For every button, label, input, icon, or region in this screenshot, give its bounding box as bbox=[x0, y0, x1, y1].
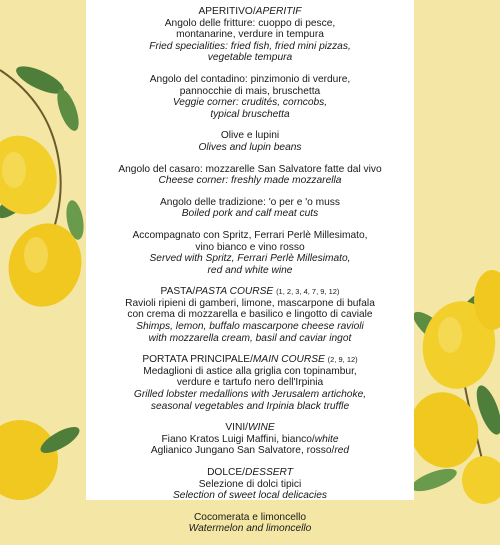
menu-text bbox=[86, 6, 414, 545]
menu-line-en: Veggie corner: crudités, corncobs, bbox=[172, 97, 328, 109]
lemon-decoration-right bbox=[414, 0, 500, 500]
menu-line: verdure e tartufo nero dell'Irpinia bbox=[176, 377, 324, 389]
menu-line-en: with mozzarella cream, basil and caviar ingot bbox=[148, 332, 352, 344]
menu-line-en: Selection of sweet local delicacies bbox=[172, 490, 328, 502]
section-title: PORTATA PRINCIPALE/MAIN COURSE (2, 9, 12) bbox=[142, 354, 358, 366]
menu-line-en: Fried specialities: fried fish, fried mini pizzas, bbox=[149, 40, 351, 52]
menu-line: pannocchie di mais, bruschetta bbox=[179, 85, 321, 97]
section-portata-principale bbox=[86, 354, 414, 412]
menu-line-en: Boiled pork and calf meat cuts bbox=[181, 208, 319, 220]
menu-line: Medaglioni di astice alla griglia con topinambur, bbox=[143, 365, 357, 377]
menu-line: Aglianico Jungano San Salvatore, rosso/red bbox=[150, 445, 350, 457]
menu-line: Olive e lupini bbox=[220, 130, 280, 142]
section-contadino bbox=[86, 74, 414, 120]
menu-line: Cocomerata e limoncello bbox=[193, 511, 307, 523]
menu-line: Angolo delle tradizione: 'o per e 'o muss bbox=[159, 196, 340, 208]
menu-line-en: Cheese corner: freshly made mozzarella bbox=[158, 175, 342, 187]
menu-panel bbox=[86, 0, 414, 535]
section-title: VINI/WINE bbox=[225, 422, 275, 434]
section-dolce bbox=[86, 467, 414, 502]
menu-line: Angolo del contadino: pinzimonio di verdure, bbox=[149, 73, 351, 85]
menu-line-en: Grilled lobster medallions with Jerusalem artichoke, bbox=[133, 389, 367, 401]
section-cocomerata bbox=[86, 512, 414, 535]
section-tradizione bbox=[86, 197, 414, 220]
menu-line-en: seasonal vegetables and Irpinia black truffle bbox=[150, 400, 350, 412]
section-title: APERITIVO/APERITIF bbox=[198, 6, 302, 17]
menu-line: vino bianco e vino rosso bbox=[195, 241, 305, 253]
section-vini bbox=[86, 422, 414, 457]
menu-line-en: Served with Spritz, Ferrari Perlè Millesimato, bbox=[149, 253, 351, 265]
section-title: PASTA/PASTA COURSE (1, 2, 3, 4, 7, 9, 12) bbox=[160, 286, 340, 298]
menu-line: Angolo del casaro: mozzarelle San Salvatore fatte dal vivo bbox=[118, 163, 382, 175]
menu-line: Ravioli ripieni di gamberi, limone, mascarpone di bufala bbox=[125, 297, 375, 309]
lemon-branch-icon bbox=[414, 0, 500, 500]
section-accompagnato bbox=[86, 230, 414, 276]
menu-line-en: typical bruschetta bbox=[210, 108, 290, 120]
menu-line-en: Watermelon and limoncello bbox=[188, 523, 312, 535]
menu-line: Fiano Kratos Luigi Maffini, bianco/white bbox=[161, 433, 339, 445]
section-pasta bbox=[86, 286, 414, 344]
menu-line: Accompagnato con Spritz, Ferrari Perlè Millesimato, bbox=[132, 229, 368, 241]
menu-line-en: vegetable tempura bbox=[207, 52, 293, 64]
allergen-codes: (1, 2, 3, 4, 7, 9, 12) bbox=[276, 287, 340, 297]
allergen-codes: (2, 9, 12) bbox=[327, 355, 358, 365]
lemon-decoration-left bbox=[0, 0, 86, 500]
lemon-branch-icon bbox=[0, 0, 86, 500]
section-aperitivo bbox=[86, 6, 414, 64]
menu-line: con crema di mozzarella e basilico e lingotto di caviale bbox=[127, 309, 373, 321]
section-casaro bbox=[86, 164, 414, 187]
menu-line-en: red and white wine bbox=[207, 264, 293, 276]
menu-line: Angolo delle fritture: cuoppo di pesce, bbox=[164, 17, 336, 29]
section-title: DOLCE/DESSERT bbox=[207, 467, 293, 478]
menu-line-en: Olives and lupin beans bbox=[198, 141, 302, 153]
menu-line: montanarine, verdure in tempura bbox=[176, 29, 324, 41]
menu-line-en: Shimps, lemon, buffalo mascarpone cheese ravioli bbox=[136, 321, 364, 333]
menu-line: Selezione di dolci tipici bbox=[198, 478, 302, 490]
section-olive bbox=[86, 130, 414, 153]
